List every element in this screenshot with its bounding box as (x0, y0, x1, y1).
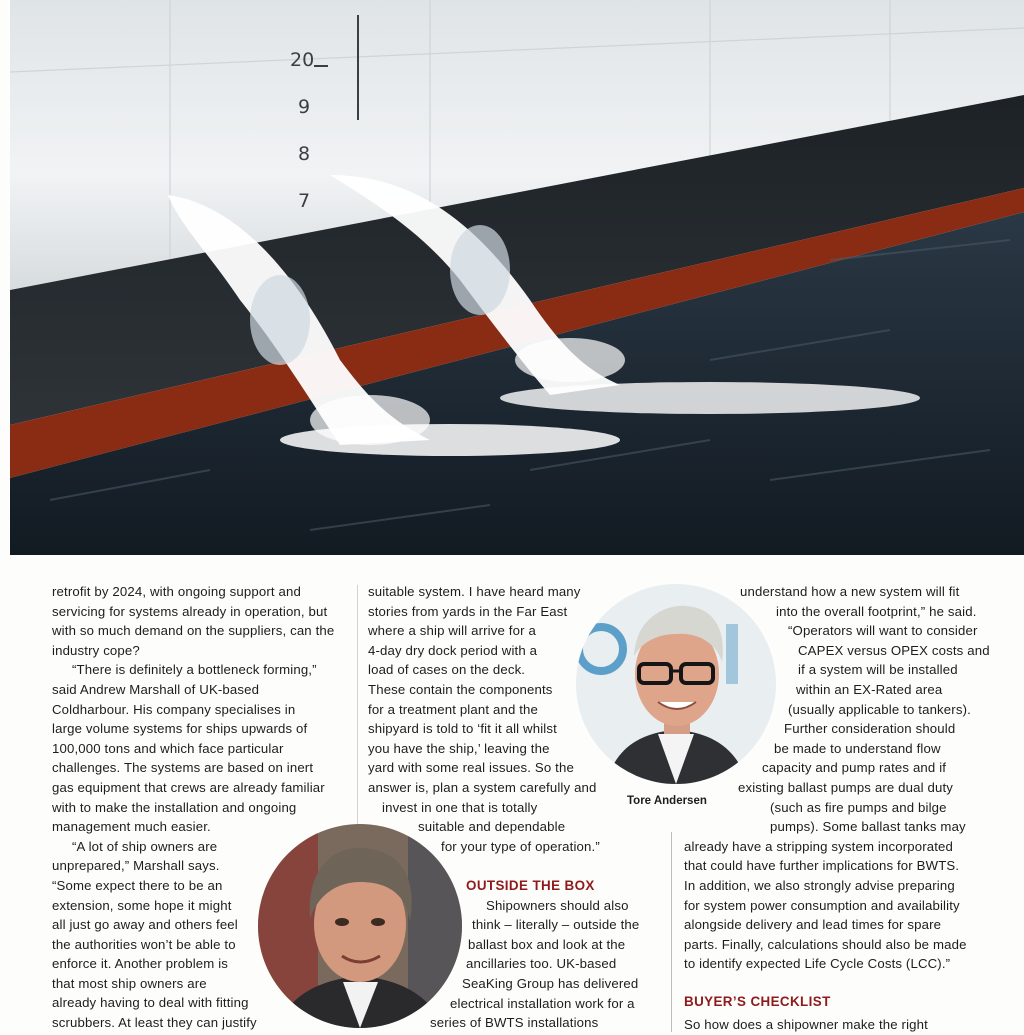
section-heading: OUTSIDE THE BOX (466, 878, 595, 893)
text-line: ancillaries too. UK-based (466, 956, 617, 972)
text-line: “Operators will want to consider (788, 623, 978, 639)
text-line: suitable system. I have heard many (368, 584, 581, 599)
text-line: suitable and dependable (418, 819, 566, 835)
text-line: enforce it. Another problem is (52, 956, 229, 972)
text-line: answer is, plan a system carefully and (368, 779, 597, 795)
text-line: for system power consumption and availability (684, 897, 960, 913)
text-line: industry cope? (52, 642, 140, 658)
text-line: understand how a new system will fit (740, 584, 960, 599)
text-line: retrofit by 2024, with ongoing support and (52, 584, 301, 599)
text-line: gas equipment that crews are already familiar (52, 779, 325, 795)
text-line: CAPEX versus OPEX costs and (798, 642, 990, 658)
text-line: said Andrew Marshall of UK-based (52, 681, 260, 697)
text-line: 100,000 tons and which face particular (52, 740, 284, 756)
text-line: that most ship owners are (52, 975, 207, 991)
text-line: you have the ship,’ leaving the (368, 740, 550, 756)
article-column-2b (430, 876, 646, 1033)
text-line: Shipowners should also (486, 897, 629, 913)
hero-photo (10, 0, 1024, 555)
column-divider (357, 585, 358, 825)
text-line: into the overall footprint,” he said. (776, 603, 977, 619)
portrait-tore-andersen (576, 584, 776, 784)
text-line: series of BWTS installations (430, 1015, 599, 1031)
text-line: existing ballast pumps are dual duty (738, 779, 954, 795)
text-line: SeaKing Group has delivered (462, 975, 639, 991)
text-line: large volume systems for ships upwards of (52, 721, 308, 737)
text-line: alongside delivery and lead times for spare (684, 917, 942, 933)
text-line: for a treatment plant and the (368, 701, 539, 717)
text-line: load of cases on the deck. (368, 662, 526, 678)
text-line: within an EX-Rated area (796, 681, 943, 697)
text-line: capacity and pump rates and if (762, 760, 947, 776)
column-divider (671, 832, 672, 1032)
text-line: all just go away and others feel (52, 917, 238, 933)
draft-mark: 9 (298, 96, 311, 118)
text-line: In addition, we also strongly advise preparing (684, 877, 955, 893)
text-line: if a system will be installed (798, 662, 958, 678)
text-line: already having to deal with fitting (52, 995, 249, 1011)
portrait-andrew-marshall (258, 824, 462, 1028)
text-line: (such as fire pumps and bilge (770, 799, 947, 815)
text-line: with so much demand on the suppliers, can the (52, 623, 335, 639)
text-line: where a ship will arrive for a (368, 623, 536, 639)
text-line: already have a stripping system incorporated (684, 838, 954, 854)
text-line: challenges. The systems are based on inert (52, 760, 314, 776)
text-line: that could have further implications for BWTS. (684, 858, 960, 874)
text-line: stories from yards in the Far East (368, 603, 568, 619)
section-heading: BUYER’S CHECKLIST (684, 993, 831, 1009)
text-line: (usually applicable to tankers). (788, 701, 971, 717)
text-line: to identify expected Life Cycle Costs (LCC).” (684, 956, 951, 972)
text-line: Coldharbour. His company specialises in (52, 701, 296, 717)
text-line: “There is definitely a bottleneck forming,” (72, 662, 317, 678)
text-line: for your type of operation.” (441, 838, 600, 854)
text-line: “A lot of ship owners are (72, 838, 218, 854)
text-line: pumps). Some ballast tanks may (770, 819, 966, 835)
text-line: Further consideration should (784, 721, 956, 737)
text-line: management much easier. (52, 819, 211, 835)
photo-caption: Tore Andersen (627, 795, 707, 807)
text-line: invest in one that is totally (382, 799, 538, 815)
text-line: think – literally – outside the (472, 917, 640, 933)
text-line: be made to understand flow (774, 740, 941, 756)
text-line: parts. Finally, calculations should also be made (684, 936, 967, 952)
draft-mark: 7 (298, 190, 311, 212)
text-line: scrubbers. At least they can justify (52, 1015, 257, 1031)
text-line: These contain the components (368, 681, 553, 697)
text-line: So how does a shipowner make the right (684, 1017, 928, 1033)
text-line: “Some expect there to be an (52, 877, 223, 893)
text-line: the authorities won’t be able to (52, 936, 236, 952)
text-line: servicing for systems already in operation, but (52, 603, 328, 619)
text-line: extension, some hope it might (52, 897, 232, 913)
text-line: unprepared,” Marshall says. (52, 858, 220, 874)
text-line: yard with some real issues. So the (368, 760, 574, 776)
text-line: 4-day dry dock period with a (368, 642, 538, 658)
draft-mark: 8 (298, 143, 311, 165)
text-line: ballast box and look at the (468, 936, 626, 952)
draft-mark: 20 (290, 49, 315, 71)
text-line: with to make the installation and ongoing (52, 799, 297, 815)
text-line: shipyard is told to ‘fit it all whilst (368, 721, 557, 737)
text-line: electrical installation work for a (450, 995, 635, 1011)
